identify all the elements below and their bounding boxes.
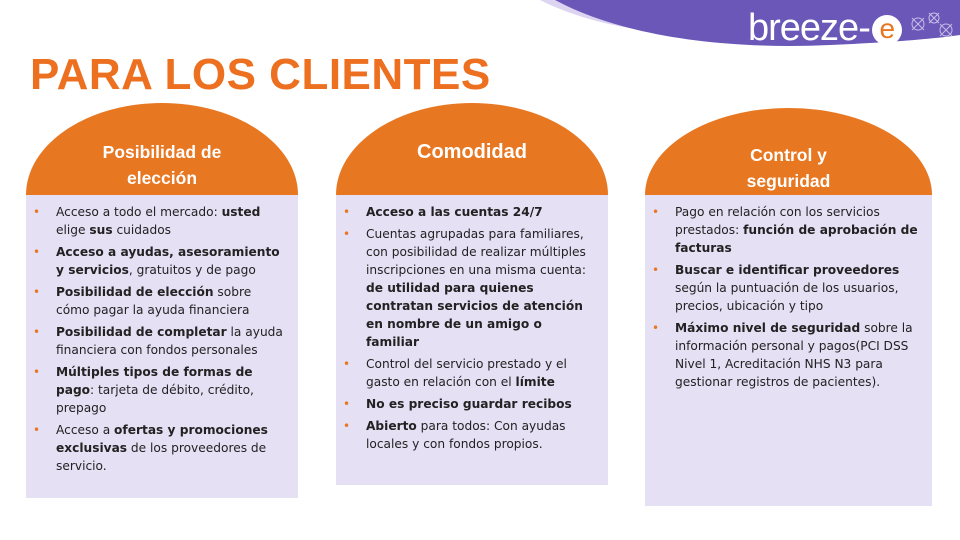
column-heading-line1: Comodidad xyxy=(417,141,527,163)
bullet-emphasis: Buscar e identificar proveedores xyxy=(675,263,900,277)
bullet-item: • Abierto para todos: Con ayudas locales y con fondos propios. xyxy=(336,417,596,453)
bullet-emphasis: usted xyxy=(221,205,261,219)
column-content-panel xyxy=(336,195,608,485)
bullet-item: • Control del servicio prestado y el gasto en relación con el límite xyxy=(336,355,596,391)
bullet-emphasis: Múltiples tipos de formas de pago xyxy=(56,365,253,397)
bullet-emphasis: sus xyxy=(89,223,113,237)
bullet-item: • Posibilidad de elección sobre cómo pagar la ayuda financiera xyxy=(26,283,284,319)
bullet-list xyxy=(336,195,608,453)
bullet-emphasis: Abierto xyxy=(366,419,417,433)
bullet-emphasis: de utilidad para quienes contratan servicios de atención en nombre de un amigo o familiar xyxy=(366,281,583,349)
column-heading-line2: elección xyxy=(126,168,198,188)
bullet-emphasis: Acceso a las cuentas 24/7 xyxy=(366,205,543,219)
dandelion-seeds-icon xyxy=(898,6,958,56)
column-heading-line2: seguridad xyxy=(746,171,831,191)
bullet-item: • Acceso a todo el mercado: usted elige sus cuidados xyxy=(26,203,284,239)
bullet-emphasis: función de aprobación de facturas xyxy=(675,223,918,255)
logo-e-circle: e xyxy=(872,15,902,45)
bullet-item: • Múltiples tipos de formas de pago: tarjeta de débito, crédito, prepago xyxy=(26,363,284,417)
bullet-emphasis: Posibilidad de completar xyxy=(56,325,227,339)
column-heading-line1: Control y xyxy=(750,145,827,165)
column-content-panel xyxy=(26,195,298,498)
logo-tagline: life choices made easy xyxy=(752,48,864,60)
column-content-panel xyxy=(645,195,932,506)
bullet-emphasis: Acceso a ayudas, asesoramiento y servicios xyxy=(56,245,280,277)
bullet-list xyxy=(645,195,932,391)
column-comodidad xyxy=(336,103,608,485)
bullet-item xyxy=(336,395,596,413)
column-heading-line1: Posibilidad de xyxy=(102,142,222,162)
bullet-item: • Máximo nivel de seguridad sobre la información personal y pagos(PCI DSS Nivel 1, Acreditación NHS N3 para gestionar registros de pacientes). xyxy=(645,319,920,391)
column-heading xyxy=(336,139,608,165)
column-heading xyxy=(645,142,932,194)
breeze-e-logo xyxy=(748,6,958,66)
column-control-seguridad xyxy=(645,108,932,506)
logo-wordmark xyxy=(748,6,902,50)
logo-word: breeze- xyxy=(748,7,870,49)
bullet-item: • Buscar e identificar proveedores según la puntuación de los usuarios, precios, ubicación y tipo xyxy=(645,261,920,315)
page-title: PARA LOS CLIENTES xyxy=(30,50,491,99)
bullet-item: • Cuentas agrupadas para familiares, con posibilidad de realizar múltiples inscripciones en una misma cuenta: de utilidad para quienes contratan servicios de atención en nombre de un amigo o familiar xyxy=(336,225,596,351)
bullet-item: • Acceso a ofertas y promociones exclusivas de los proveedores de servicio. xyxy=(26,421,284,475)
bullet-item: • Pago en relación con los servicios prestados: función de aprobación de facturas xyxy=(645,203,920,257)
bullet-item xyxy=(336,203,596,221)
bullet-emphasis: límite xyxy=(515,375,555,389)
bullet-emphasis: ofertas y promociones exclusivas xyxy=(56,423,268,455)
column-heading xyxy=(26,139,298,191)
column-eleccion xyxy=(26,103,298,498)
bullet-item: • Posibilidad de completar la ayuda financiera con fondos personales xyxy=(26,323,284,359)
bullet-emphasis: No es preciso guardar recibos xyxy=(366,397,572,411)
bullet-item: • Acceso a ayudas, asesoramiento y servicios, gratuitos y de pago xyxy=(26,243,284,279)
bullet-emphasis: Máximo nivel de seguridad xyxy=(675,321,861,335)
bullet-emphasis: Posibilidad de elección xyxy=(56,285,214,299)
bullet-list xyxy=(26,195,298,475)
